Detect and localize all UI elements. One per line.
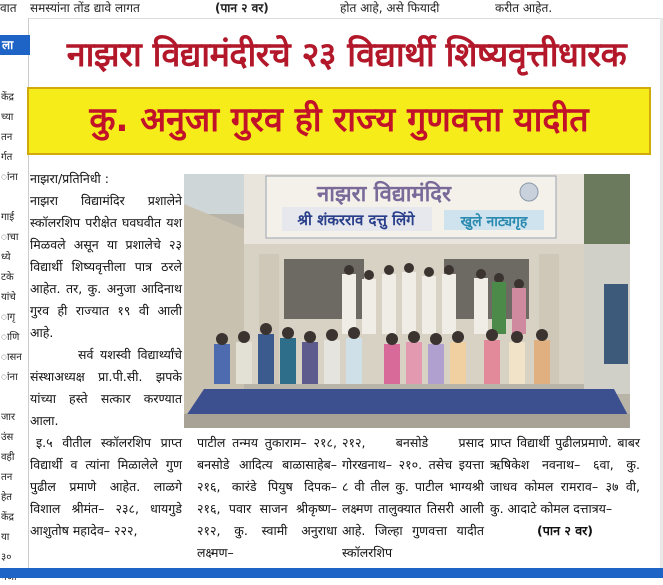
left-column-fragment: ांना [1, 372, 18, 383]
left-column [0, 18, 29, 568]
left-column-fragment: जार [1, 412, 16, 423]
left-column-fragment: ांना [1, 172, 18, 183]
left-column-fragment: तन [1, 132, 13, 143]
headline: नाझरा विद्यामंदीरचे २३ विद्यार्थी शिष्यवृत्तीधारक [66, 35, 627, 75]
top-strip-fragment: (पान २ वर) [215, 1, 269, 15]
continued-label: (पान २ वर) [537, 523, 593, 538]
left-column-fragment: वही [1, 452, 15, 463]
article-column-3: २१२, बनसोडे प्रसाद गोरखनाथ– २१०. तसेच इयत्ता ८ वी तील कु. पाटील भाग्यश्री लक्ष्मण तालुक्यात तिसरी आली आहे. जिल्हा गुणवत्ता यादीत स्कॉलरशिप [342, 435, 484, 560]
left-column-fragment: यांचे [1, 292, 16, 303]
sign-text: खुले नाट्यगृह [460, 214, 528, 230]
section-label: ला [0, 35, 30, 55]
left-column-fragment: टके [1, 272, 14, 283]
article-column-4 [490, 432, 640, 542]
left-column-fragment: केंद्र [1, 92, 14, 103]
photo-illustration [184, 174, 630, 428]
news-photo [184, 174, 630, 428]
left-column-fragment: तन [1, 472, 13, 483]
left-column-fragment: या [1, 532, 10, 543]
article-column-2: पाटील तन्मय तुकाराम– २१८, बनसोडे आदित्य बाळासाहेब– २१६, कारंडे पियुष दिपक– २१६, पवार साजन श्रीकृष्ण–२१२, कु. स्वामी अनुराधा लक्ष्मण– [197, 435, 337, 560]
left-column-fragment: ३० [1, 552, 12, 563]
paragraph: नाझरा विद्यामंदिर प्रशालेने स्कॉलरशिप परीक्षेत घवघवीत यश मिळवले असून या प्रशालेचे २३ विद्यार्थी शिष्यवृत्तीला पात्र ठरले आहेत. तर, कु. अनुजा आदिनाथ गुरव ही राज्यात १९ वी आली आहे. [30, 193, 182, 340]
article-column-1 [30, 168, 182, 542]
left-column-fragment: ागृ [1, 312, 16, 323]
sign-text: श्री शंकरराव दत्तु लिंगे [297, 211, 415, 229]
left-column-fragment: र्गत [1, 152, 13, 163]
paragraph: इ.५ वीतील स्कॉलरशिप प्राप्त विद्यार्थी व त्यांना मिळालेले गुण पुढील प्रमाणे आहेत. लाळगे विशाल श्रीमंत– २३८, धायगुडे आशुतोष महादेव– २२२, [30, 435, 182, 538]
top-strip-fragment: समस्यांना तोंड द्यावे लागत [30, 1, 140, 15]
left-column-fragment: च्या [1, 112, 14, 123]
left-column-fragment: उंस [1, 432, 14, 443]
top-strip-fragment: होत आहे, असे फियादी [340, 1, 440, 15]
top-strip-fragment: वात [0, 1, 17, 15]
left-column-fragment: ाचा [1, 232, 19, 243]
paragraph: प्राप्त विद्यार्थी पुढीलप्रमाणे. बाबर ऋषिकेश नवनाथ– ६वा, कु. जाधव कोमल रामराव– ३७ वी, कु. आदाटे कोमल दत्तात्रय– [490, 435, 640, 516]
paragraph: सर्व यशस्वी विद्यार्थ्यांचे संस्थाअध्यक्ष प्रा.पी.सी. झपके यांच्या हस्ते सत्कार करण्यात आला. [30, 347, 182, 428]
subheadline-box [27, 87, 651, 155]
footer-bar [0, 568, 663, 578]
top-strip-fragment: करीत आहेत. [495, 1, 553, 15]
left-column-fragment: गाई [1, 212, 15, 223]
left-column-fragment: ासन [1, 352, 22, 363]
sign-text: नाझरा विद्यामंदिर [317, 182, 451, 207]
left-column-fragment: ाणि [1, 332, 20, 343]
left-column-fragment: केंद्र [1, 512, 14, 523]
left-column-fragment: ध्ये [1, 252, 11, 263]
subheadline: कु. अनुजा गुरव ही राज्य गुणवत्ता यादीत [89, 100, 589, 140]
dateline: नाझरा/प्रतिनिधी : [30, 171, 109, 186]
left-column-fragment: हेत [1, 492, 13, 503]
top-strip [0, 0, 663, 19]
